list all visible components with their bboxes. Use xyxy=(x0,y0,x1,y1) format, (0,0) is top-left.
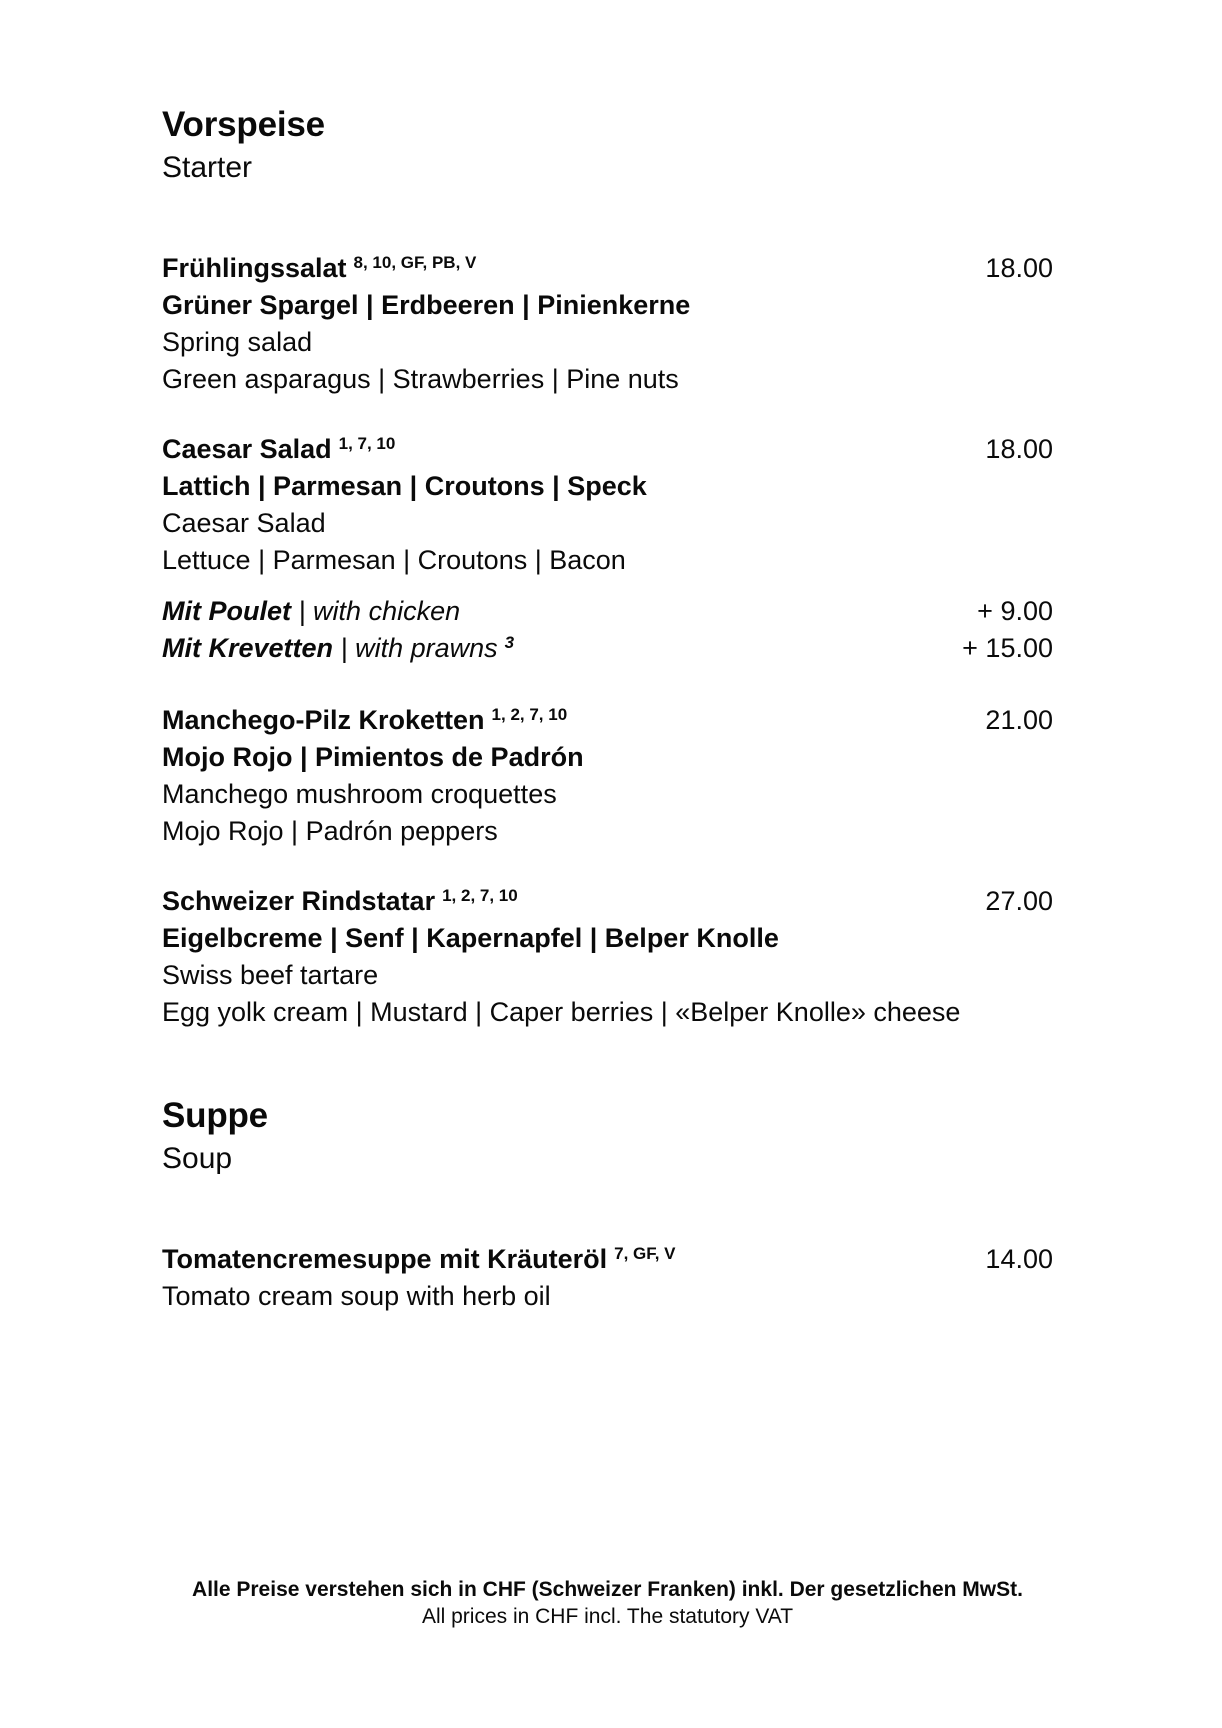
dish-price: 18.00 xyxy=(985,253,1053,283)
footer-price-note-de: Alle Preise verstehen sich in CHF (Schweizer Franken) inkl. Der gesetzlichen MwSt. xyxy=(192,1578,1023,1601)
supplement-price: + 9.00 xyxy=(977,596,1053,626)
dish-name-en: Spring salad xyxy=(162,327,313,357)
section-starter xyxy=(162,102,1053,1031)
allergen-codes: 1, 7, 10 xyxy=(338,434,396,453)
dish-tomatensuppe xyxy=(162,1241,1053,1315)
supplement-name-de: Mit Poulet xyxy=(162,596,291,626)
dish-title-line xyxy=(162,431,1053,468)
dish-name-en: Caesar Salad xyxy=(162,508,326,538)
dish-ingredients-en: Egg yolk cream | Mustard | Caper berries | «Belper Knolle» cheese xyxy=(162,997,961,1027)
supplement-price: + 15.00 xyxy=(962,633,1053,663)
dish-title xyxy=(162,883,518,920)
allergen-codes: 8, 10, GF, PB, V xyxy=(353,253,477,272)
dish-title xyxy=(162,250,476,287)
dish-name-de: Frühlingssalat xyxy=(162,253,347,283)
section-heading-de: Vorspeise xyxy=(162,105,325,144)
dish-title-line xyxy=(162,1241,1053,1278)
dish-fruehlingssalat xyxy=(162,250,1053,398)
dish-price: 14.00 xyxy=(985,1244,1053,1274)
dish-ingredients-en: Mojo Rojo | Padrón peppers xyxy=(162,816,498,846)
dish-manchego-kroketten xyxy=(162,702,1053,850)
section-soup xyxy=(162,1093,1053,1315)
supplement-label xyxy=(162,593,460,630)
allergen-codes: 1, 2, 7, 10 xyxy=(491,705,568,724)
section-header xyxy=(162,1093,1053,1179)
dish-ingredients-de: Lattich | Parmesan | Croutons | Speck xyxy=(162,471,647,501)
allergen-codes: 1, 2, 7, 10 xyxy=(442,886,518,905)
section-heading-en: Starter xyxy=(162,151,253,184)
allergen-codes: 7, GF, V xyxy=(614,1244,676,1263)
dish-caesar-salad xyxy=(162,431,1053,579)
dish-name-en: Tomato cream soup with herb oil xyxy=(162,1281,551,1311)
supplement-row-chicken xyxy=(162,593,1053,630)
dish-name-de: Manchego-Pilz Kroketten xyxy=(162,705,485,735)
supplement-name-en: with prawns xyxy=(355,633,498,663)
supplement-row-prawns xyxy=(162,630,1053,667)
dish-title-line xyxy=(162,250,1053,287)
dish-name-de: Caesar Salad xyxy=(162,434,332,464)
dish-rindstatar xyxy=(162,883,1053,1031)
dish-ingredients-de: Mojo Rojo | Pimientos de Padrón xyxy=(162,742,584,772)
dish-ingredients-en: Green asparagus | Strawberries | Pine nuts xyxy=(162,364,679,394)
footer-price-note xyxy=(162,1576,1053,1630)
supplement-name-en: with chicken xyxy=(313,596,461,626)
supplement-label xyxy=(162,630,514,667)
supplement-name-de: Mit Krevetten xyxy=(162,633,334,663)
dish-name-en: Swiss beef tartare xyxy=(162,960,379,990)
dish-price: 18.00 xyxy=(985,434,1053,464)
supplement-separator: | xyxy=(340,633,348,663)
dish-ingredients-de: Grüner Spargel | Erdbeeren | Pinienkerne xyxy=(162,290,691,320)
dish-name-en: Manchego mushroom croquettes xyxy=(162,779,557,809)
dish-title xyxy=(162,1241,676,1278)
dish-title xyxy=(162,702,567,739)
dish-name-de: Tomatencremesuppe mit Kräuteröl xyxy=(162,1244,608,1274)
dish-name-de: Schweizer Rindstatar xyxy=(162,886,436,916)
dish-title xyxy=(162,431,395,468)
section-heading-en: Soup xyxy=(162,1142,233,1175)
allergen-codes: 3 xyxy=(504,633,515,652)
dish-price: 27.00 xyxy=(985,886,1053,916)
dish-ingredients-en: Lettuce | Parmesan | Croutons | Bacon xyxy=(162,545,626,575)
dish-title-line xyxy=(162,883,1053,920)
dish-ingredients-de: Eigelbcreme | Senf | Kapernapfel | Belper Knolle xyxy=(162,923,779,953)
section-heading-de: Suppe xyxy=(162,1096,268,1135)
dish-title-line xyxy=(162,702,1053,739)
supplement-group xyxy=(162,593,1053,667)
dish-price: 21.00 xyxy=(985,705,1053,735)
footer-price-note-en: All prices in CHF incl. The statutory VAT xyxy=(421,1605,794,1628)
supplement-separator: | xyxy=(298,596,306,626)
section-header xyxy=(162,102,1053,188)
